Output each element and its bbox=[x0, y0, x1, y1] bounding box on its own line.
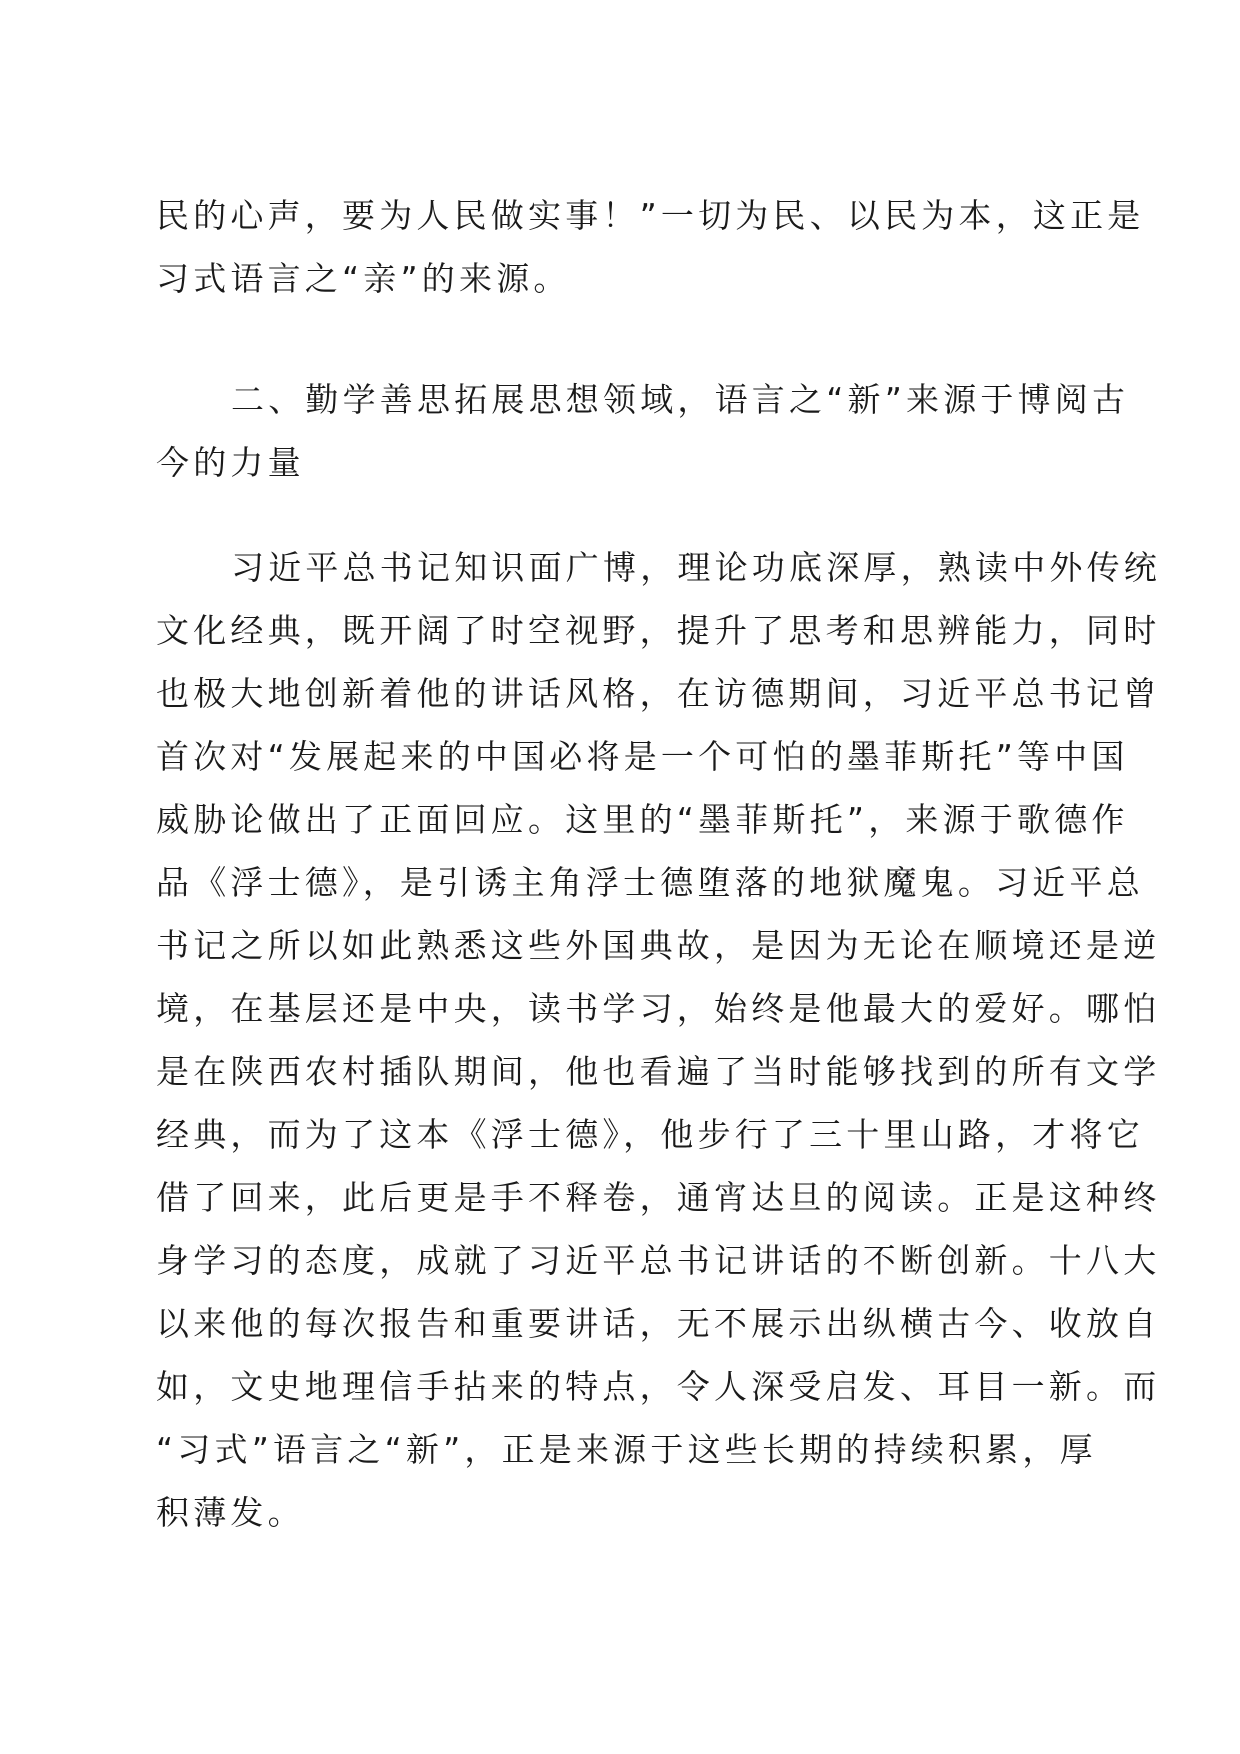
section-heading bbox=[156, 368, 1130, 494]
paragraph-line: 习式语言之“亲”的来源。 bbox=[156, 259, 571, 298]
paragraph-line: 经典，而为了这本《浮士德》，他步行了三十里山路，才将它 bbox=[156, 1115, 1144, 1154]
paragraph-line: 书记之所以如此熟悉这些外国典故，是因为无论在顺境还是逆 bbox=[156, 926, 1161, 965]
paragraph-line: 民的心声，要为人民做实事！”一切为民、以民为本，这正是 bbox=[156, 196, 1145, 235]
paragraph-line: 文化经典，既开阔了时空视野，提升了思考和思辨能力，同时 bbox=[156, 611, 1161, 650]
paragraph-line: 以来他的每次报告和重要讲话，无不展示出纵横古今、收放自 bbox=[156, 1304, 1161, 1343]
paragraph-line: 也极大地创新着他的讲话风格，在访德期间，习近平总书记曾 bbox=[156, 674, 1161, 713]
paragraph-line: “习式”语言之“新”，正是来源于这些长期的持续积累，厚 bbox=[156, 1430, 1097, 1469]
paragraph-line: 是在陕西农村插队期间，他也看遍了当时能够找到的所有文学 bbox=[156, 1052, 1161, 1091]
paragraph-line: 借了回来，此后更是手不释卷，通宵达旦的阅读。正是这种终 bbox=[156, 1178, 1161, 1217]
paragraph-line: 身学习的态度，成就了习近平总书记讲话的不断创新。十八大 bbox=[156, 1241, 1161, 1280]
heading-line: 二、勤学善思拓展思想领域，语言之“新”来源于博阅古 bbox=[231, 380, 1130, 419]
paragraph-line: 威胁论做出了正面回应。这里的“墨菲斯托”，来源于歌德作 bbox=[156, 800, 1129, 839]
paragraph-line: 品《浮士德》，是引诱主角浮士德堕落的地狱魔鬼。习近平总 bbox=[156, 863, 1144, 902]
heading-line: 今的力量 bbox=[156, 443, 305, 482]
paragraph-line: 习近平总书记知识面广博，理论功底深厚，熟读中外传统 bbox=[231, 548, 1161, 587]
paragraph-line: 首次对“发展起来的中国必将是一个可怕的墨菲斯托”等中国 bbox=[156, 737, 1129, 776]
paragraph-line: 境，在基层还是中央，读书学习，始终是他最大的爱好。哪怕 bbox=[156, 989, 1161, 1028]
paragraph-continuation bbox=[156, 184, 1145, 310]
paragraph-line: 积薄发。 bbox=[156, 1493, 305, 1532]
body-paragraph bbox=[156, 536, 1161, 1544]
paragraph-line: 如，文史地理信手拈来的特点，令人深受启发、耳目一新。而 bbox=[156, 1367, 1161, 1406]
